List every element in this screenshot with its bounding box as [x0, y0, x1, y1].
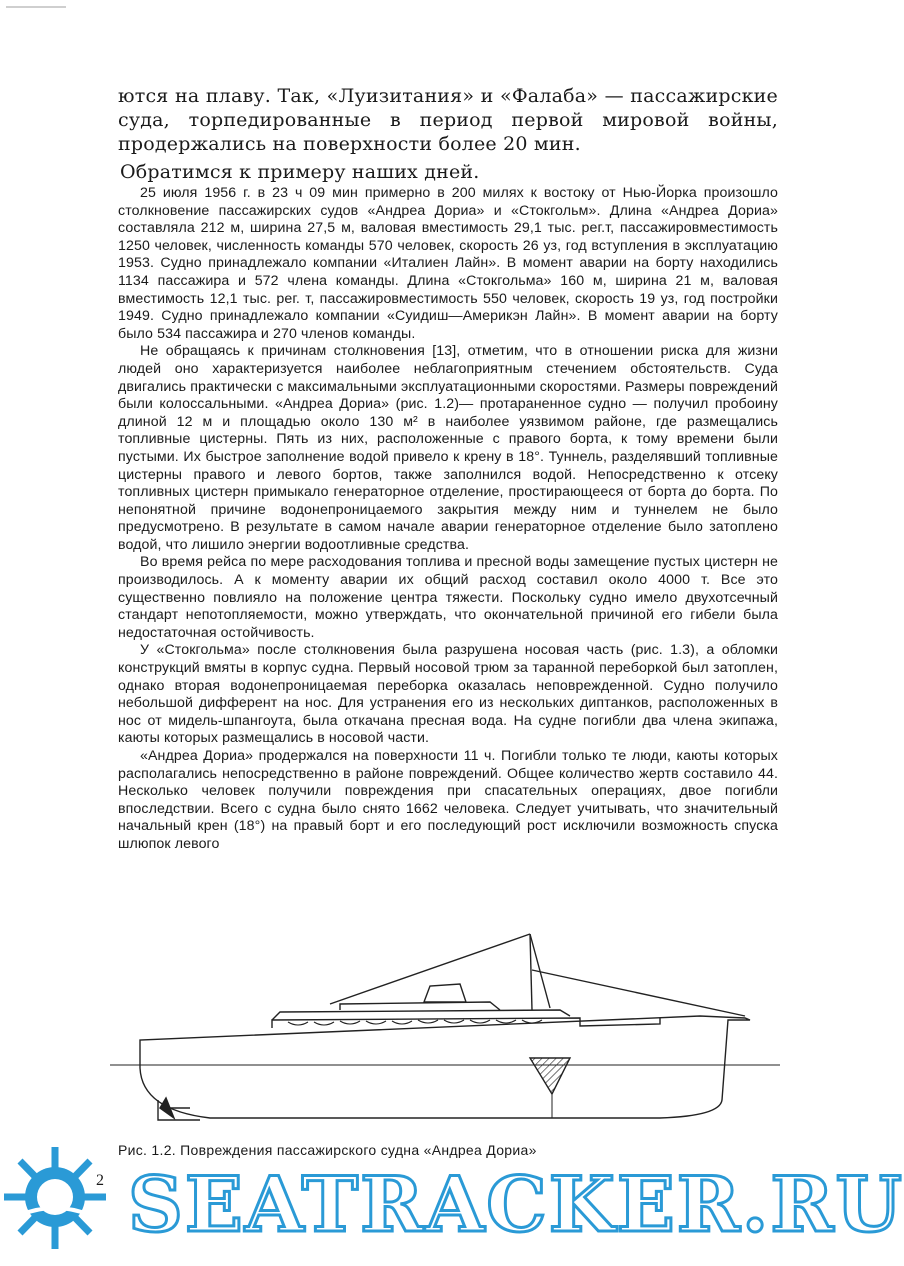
- funnel: [424, 984, 466, 1002]
- damage-area: [530, 1058, 570, 1094]
- rigging-aft: [330, 934, 530, 1004]
- ship-figure: [100, 920, 780, 1130]
- sun-icon: [4, 1147, 106, 1249]
- paragraph-4: У «Стокгольма» после столкновения была разрушена носовая часть (рис. 1.3), а обломки конструкций вмяты в корпус судна. Первый носовой трюм за таранной переборкой был затоплен, однако вторая водонепроницаемая переборка оказалась неповрежденной. Судно получило небольшой дифферент на нос. Для устранения его из нескольких диптанков, расположенных в нос от мидель-шпангоута, была откачана пресная вода. На судне погибли два члена экипажа, каюты которых размещались в носовой части.: [118, 642, 778, 747]
- lead-paragraph-1: ются на плаву. Так, «Луизитания» и «Фалаба» — пассажирские суда, торпедированные в период первой мировой войны, продержались на поверхности более 20 мин.: [118, 85, 778, 155]
- paragraph-3: Во время рейса по мере расходования топлива и пресной воды замещение пустых цистерн не производилось. А к моменту аварии их общий расход составил около 4000 т. Все это существенно повлияло на положение центра тяжести. Поскольку судно имело двухотсечный стандарт непотопляемости, можно утверждать, что окончательной причиной его гибели была недостаточная остойчивость.: [118, 554, 778, 641]
- ship-hull: [140, 1016, 750, 1118]
- rigging-fore: [532, 970, 745, 1016]
- page-number: 2: [96, 1172, 104, 1189]
- watermark-text: SEATRACKER.RU: [128, 1160, 904, 1249]
- lead-paragraph-2: Обратимся к примеру наших дней.: [120, 161, 480, 183]
- paragraph-5: «Андреа Дориа» продержался на поверхности 11 ч. Погибли только те люди, каюты которых располагались непосредственно в районе повреждений. Общее количество жертв составило 44. Несколько человек получили повреждения при спасательных операциях, двое погибли впоследствии. Всего с судна было снято 1662 человека. Следует учитывать, что значительный начальный крен (18°) на правый борт и его последующий рост исключили возможность спуска шлюпок левого: [118, 748, 778, 852]
- paragraph-1: 25 июля 1956 г. в 23 ч 09 мин примерно в 200 милях к востоку от Нью-Йорка произошло столкновение пассажирских судов «Андреа Дориа» и «Стокгольм». Длина «Андреа Дориа» составляла 212 м, ширина 27,5 м, валовая вместимость 29,1 тыс. рег.т, пассажировместимость 1250 человек, численность команды 570 человек, скорость 26 уз, год вступления в эксплуатацию 1953. Судно принадлежало компании «Италиен Лайн». В момент аварии на борту находились 1134 пассажира и 572 члена команды. Длина «Стокгольма» 160 м, ширина 21 м, валовая вместимость 12,1 тыс. рег. т, пассажировместимость 550 человек, скорость 19 уз, год постройки 1949. Судно принадлежало компании «Суидиш—Америкэн Лайн». В момент аварии на борту было 534 пассажира и 270 членов команды.: [118, 185, 778, 342]
- deck-3: [340, 1002, 500, 1010]
- lead-text: [118, 84, 778, 184]
- main-mast: [530, 934, 532, 1010]
- body-text: [118, 185, 778, 854]
- paragraph-2: Не обращаясь к причинам столкновения [13], отметим, что в отношении риска для жизни людей оно характеризуется наиболее неблагоприятным стечением обстоятельств. Суда двигались практически с максимальными эксплуатационными скоростями. Размеры повреждений были колоссальными. «Андреа Дориа» (рис. 1.2)— протараненное судно — получил пробоину длиной 12 м и площадью около 130 м² в наиболее уязвимом районе, где размещались топливные цистерны. Пять из них, расположенные с правого борта, к тому времени были пустыми. Их быстрое заполнение водой привело к крену в 18°. Туннель, разделявший топливные цистерны правого и левого бортов, также заполнился водой. Непосредственно к отсеку топливных цистерн примыкало генераторное отделение, простирающееся от борта до борта. По непонятной причине водонепроницаемого закрытия между ним и туннелем не было предусмотрено. В результате в самом начале аварии генераторное отделение было затоплено водой, что лишило энергии водоотливные средства.: [118, 343, 778, 553]
- figure-caption: Рис. 1.2. Повреждения пассажирского судна «Андреа Дориа»: [118, 1142, 537, 1158]
- scan-mark: [6, 6, 66, 8]
